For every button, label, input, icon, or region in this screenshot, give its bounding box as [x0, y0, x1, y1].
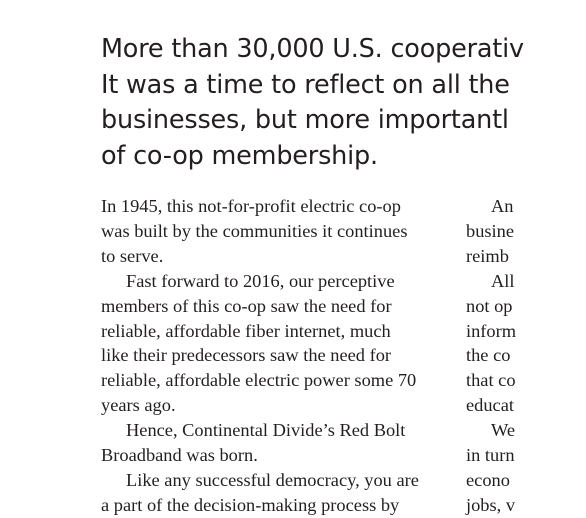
headline-line: businesses, but more importantl	[101, 105, 509, 135]
left-column	[101, 194, 441, 518]
body-text-line: An	[491, 196, 514, 216]
headline-line: of co-op membership.	[101, 140, 378, 171]
body-text-line: the co	[466, 345, 511, 366]
body-text-line: Like any successful democracy, you are	[126, 469, 419, 490]
body-text-line: was built by the communities it continues	[101, 220, 408, 241]
body-text-line: like their predecessors saw the need for	[101, 345, 392, 366]
body-text-line: in turn	[466, 445, 515, 466]
body-text-line: that co	[466, 370, 516, 391]
body-text-line: inform	[466, 320, 517, 341]
body-text-line: econo	[466, 469, 510, 490]
right-column	[466, 194, 586, 518]
body-text-line: to serve.	[101, 245, 164, 266]
body-text-line: educat	[466, 395, 514, 416]
body-text-line: reliable, affordable electric power some 70	[101, 370, 417, 391]
headline	[101, 32, 561, 174]
body-text-line: reliable, affordable fiber internet, much	[101, 320, 391, 341]
body-text-line: jobs, v	[466, 494, 516, 515]
body-text-line: reimb	[466, 245, 509, 266]
body-text-line: Fast forward to 2016, our perceptive	[126, 270, 395, 291]
body-text-line: members of this co-op saw the need for	[101, 295, 392, 316]
body-text-line: We	[491, 420, 516, 441]
body-text-line: In 1945, this not-for-profit electric co-op	[101, 196, 401, 216]
body-text-line: busine	[466, 220, 515, 241]
body-text-line: a part of the decision-making process by	[101, 494, 400, 515]
body-text-line: Broadband was born.	[101, 445, 258, 466]
body-text-line: Hence, Continental Divide’s Red Bolt	[126, 420, 406, 441]
body-text-line: All	[491, 270, 515, 291]
headline-line: It was a time to reflect on all the	[101, 69, 510, 100]
body-text-line: years ago.	[101, 395, 176, 416]
headline-line: More than 30,000 U.S. cooperativ	[101, 34, 524, 64]
body-text-line: not op	[466, 295, 513, 316]
